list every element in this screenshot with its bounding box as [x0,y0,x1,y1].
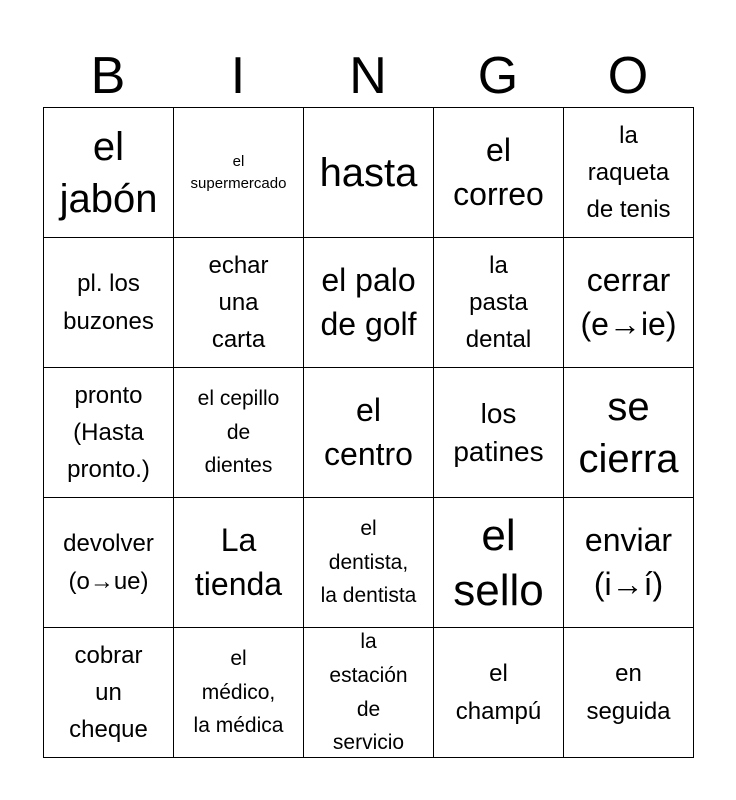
bingo-header [43,44,693,108]
bingo-cell[interactable]: cerrar (e→ie) [564,238,694,368]
header-letter-o: O [607,47,649,105]
bingo-cell[interactable]: el sello [434,498,564,628]
bingo-cell[interactable]: la raqueta de tenis [564,108,694,238]
bingo-cell[interactable]: enviar (i→í) [564,498,694,628]
bingo-card-grid [43,107,694,758]
bingo-cell[interactable]: pronto (Hasta pronto.) [44,368,174,498]
header-letter-n: N [349,47,387,105]
bingo-cell[interactable]: el médico, la médica [174,628,304,758]
bingo-cell[interactable]: cobrar un cheque [44,628,174,758]
header-letter-i: I [230,47,246,105]
bingo-cell[interactable]: La tienda [174,498,304,628]
bingo-cell[interactable]: en seguida [564,628,694,758]
bingo-cell[interactable]: pl. los buzones [44,238,174,368]
bingo-cell[interactable]: el champú [434,628,564,758]
bingo-cell[interactable]: devolver (o→ue) [44,498,174,628]
bingo-cell[interactable]: el jabón [44,108,174,238]
bingo-cell[interactable]: los patines [434,368,564,498]
bingo-cell[interactable]: el cepillo de dientes [174,368,304,498]
bingo-cell[interactable]: el dentista, la dentista [304,498,434,628]
bingo-cell[interactable]: se cierra [564,368,694,498]
header-letter-b: B [90,47,126,105]
bingo-cell[interactable]: la estación de servicio [304,628,434,758]
bingo-cell[interactable]: el supermercado [174,108,304,238]
bingo-cell[interactable]: el centro [304,368,434,498]
bingo-cell[interactable]: hasta [304,108,434,238]
bingo-cell[interactable]: echar una carta [174,238,304,368]
bingo-cell[interactable]: el palo de golf [304,238,434,368]
bingo-cell[interactable]: la pasta dental [434,238,564,368]
bingo-cell[interactable]: el correo [434,108,564,238]
header-letter-g: G [477,47,519,105]
